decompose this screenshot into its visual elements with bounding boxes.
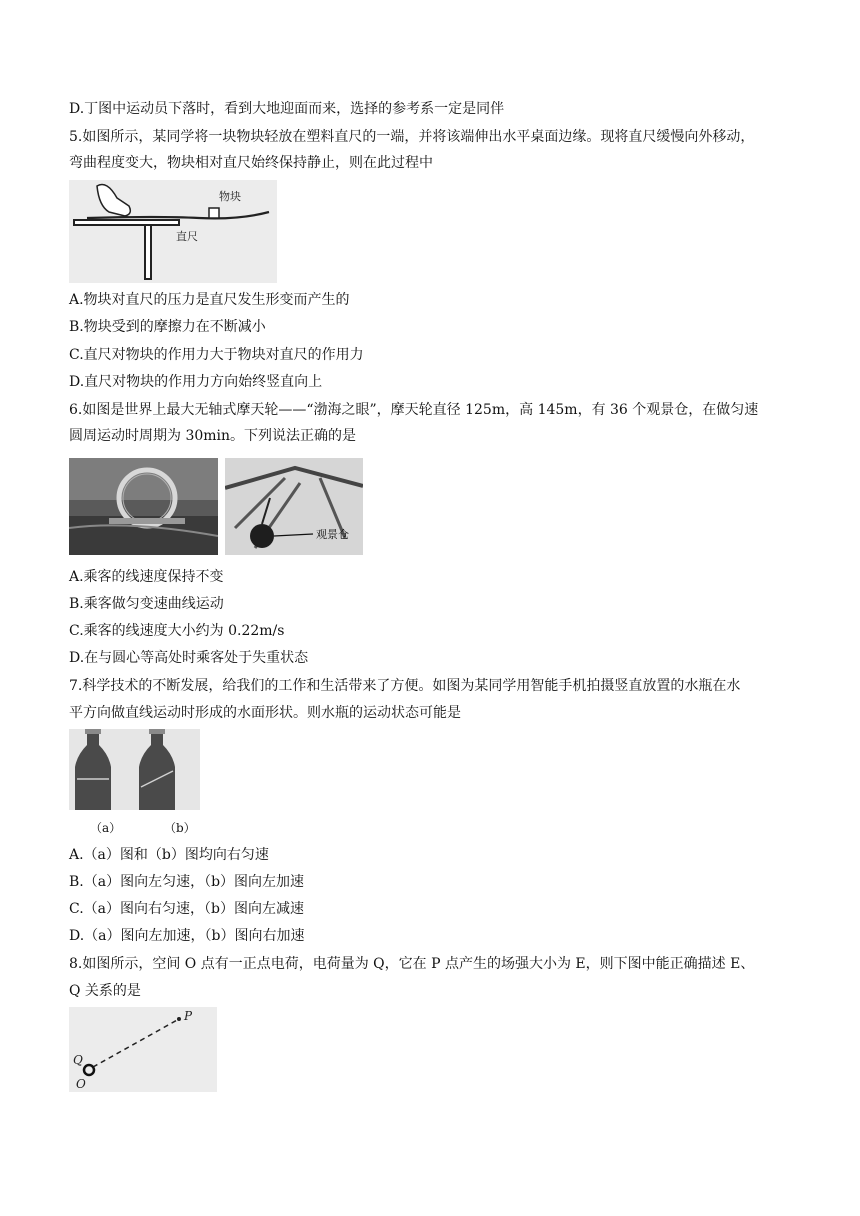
q5-ruler-figure xyxy=(69,180,277,283)
q6-stem-line2: 圆周运动时周期为 30min。下列说法正确的是 xyxy=(69,428,357,444)
q5-label-block: 物块 xyxy=(219,190,241,203)
q8-stem-line2: Q 关系的是 xyxy=(69,983,141,999)
q7-stem-line2: 平方向做直线运动时形成的水面形状。则水瓶的运动状态可能是 xyxy=(69,705,461,721)
q8-label-p: P xyxy=(184,1009,193,1023)
q6-option-b: B.乘客做匀变速曲线运动 xyxy=(69,596,224,612)
q7-bottles-photo xyxy=(69,729,200,810)
q7-option-b: B.（a）图向左匀速，（b）图向左加速 xyxy=(69,874,305,890)
q5-option-d: D.直尺对物块的作用力方向始终竖直向上 xyxy=(69,374,323,390)
q5-stem-line1: 5.如图所示，某同学将一块物块轻放在塑料直尺的一端，并将该端伸出水平桌面边缘。现将直尺缓慢向外移动， xyxy=(69,129,755,145)
q7-option-d: D.（a）图向左加速，（b）图向右加速 xyxy=(69,928,305,944)
q7-option-a: A.（a）图和（b）图均向右匀速 xyxy=(69,847,269,863)
q6-label-cabin: 观景仓 xyxy=(316,528,349,541)
q8-charge-figure xyxy=(69,1007,217,1092)
q6-ferris-wheel-photo xyxy=(69,458,218,555)
q8-stem-line1: 8.如图所示，空间 O 点有一正点电荷，电荷量为 Q，它在 P 点产生的场强大小为 E，则下图中能正确描述 E、 xyxy=(69,956,755,972)
q5-label-ruler: 直尺 xyxy=(176,230,198,243)
q6-option-a: A.乘客的线速度保持不变 xyxy=(69,569,224,585)
q4-option-d: D.丁图中运动员下落时，看到大地迎面而来，选择的参考系一定是同伴 xyxy=(69,101,505,117)
q5-stem-line2: 弯曲程度变大，物块相对直尺始终保持静止，则在此过程中 xyxy=(69,155,433,171)
q8-label-q: Q xyxy=(73,1053,83,1067)
q6-option-c: C.乘客的线速度大小约为 0.22m/s xyxy=(69,623,285,639)
q5-option-a: A.物块对直尺的压力是直尺发生形变而产生的 xyxy=(69,292,350,308)
q7-stem-line1: 7.科学技术的不断发展，给我们的工作和生活带来了方便。如图为某同学用智能手机拍摄竖直放置的水瓶在水 xyxy=(69,678,741,694)
q5-option-b: B.物块受到的摩擦力在不断减小 xyxy=(69,319,266,335)
q6-cabin-photo xyxy=(225,458,363,555)
q5-option-c: C.直尺对物块的作用力大于物块对直尺的作用力 xyxy=(69,347,364,363)
q7-caption-b: （b） xyxy=(164,821,196,835)
q7-option-c: C.（a）图向右匀速，（b）图向左减速 xyxy=(69,901,304,917)
q6-stem-line1: 6.如图是世界上最大无轴式摩天轮——“渤海之眼”，摩天轮直径 125m，高 145m，有 36 个观景仓，在做匀速 xyxy=(69,402,759,418)
q6-option-d: D.在与圆心等高处时乘客处于失重状态 xyxy=(69,650,309,666)
q8-label-o: O xyxy=(76,1077,86,1091)
q7-caption-a: （a） xyxy=(90,821,122,835)
